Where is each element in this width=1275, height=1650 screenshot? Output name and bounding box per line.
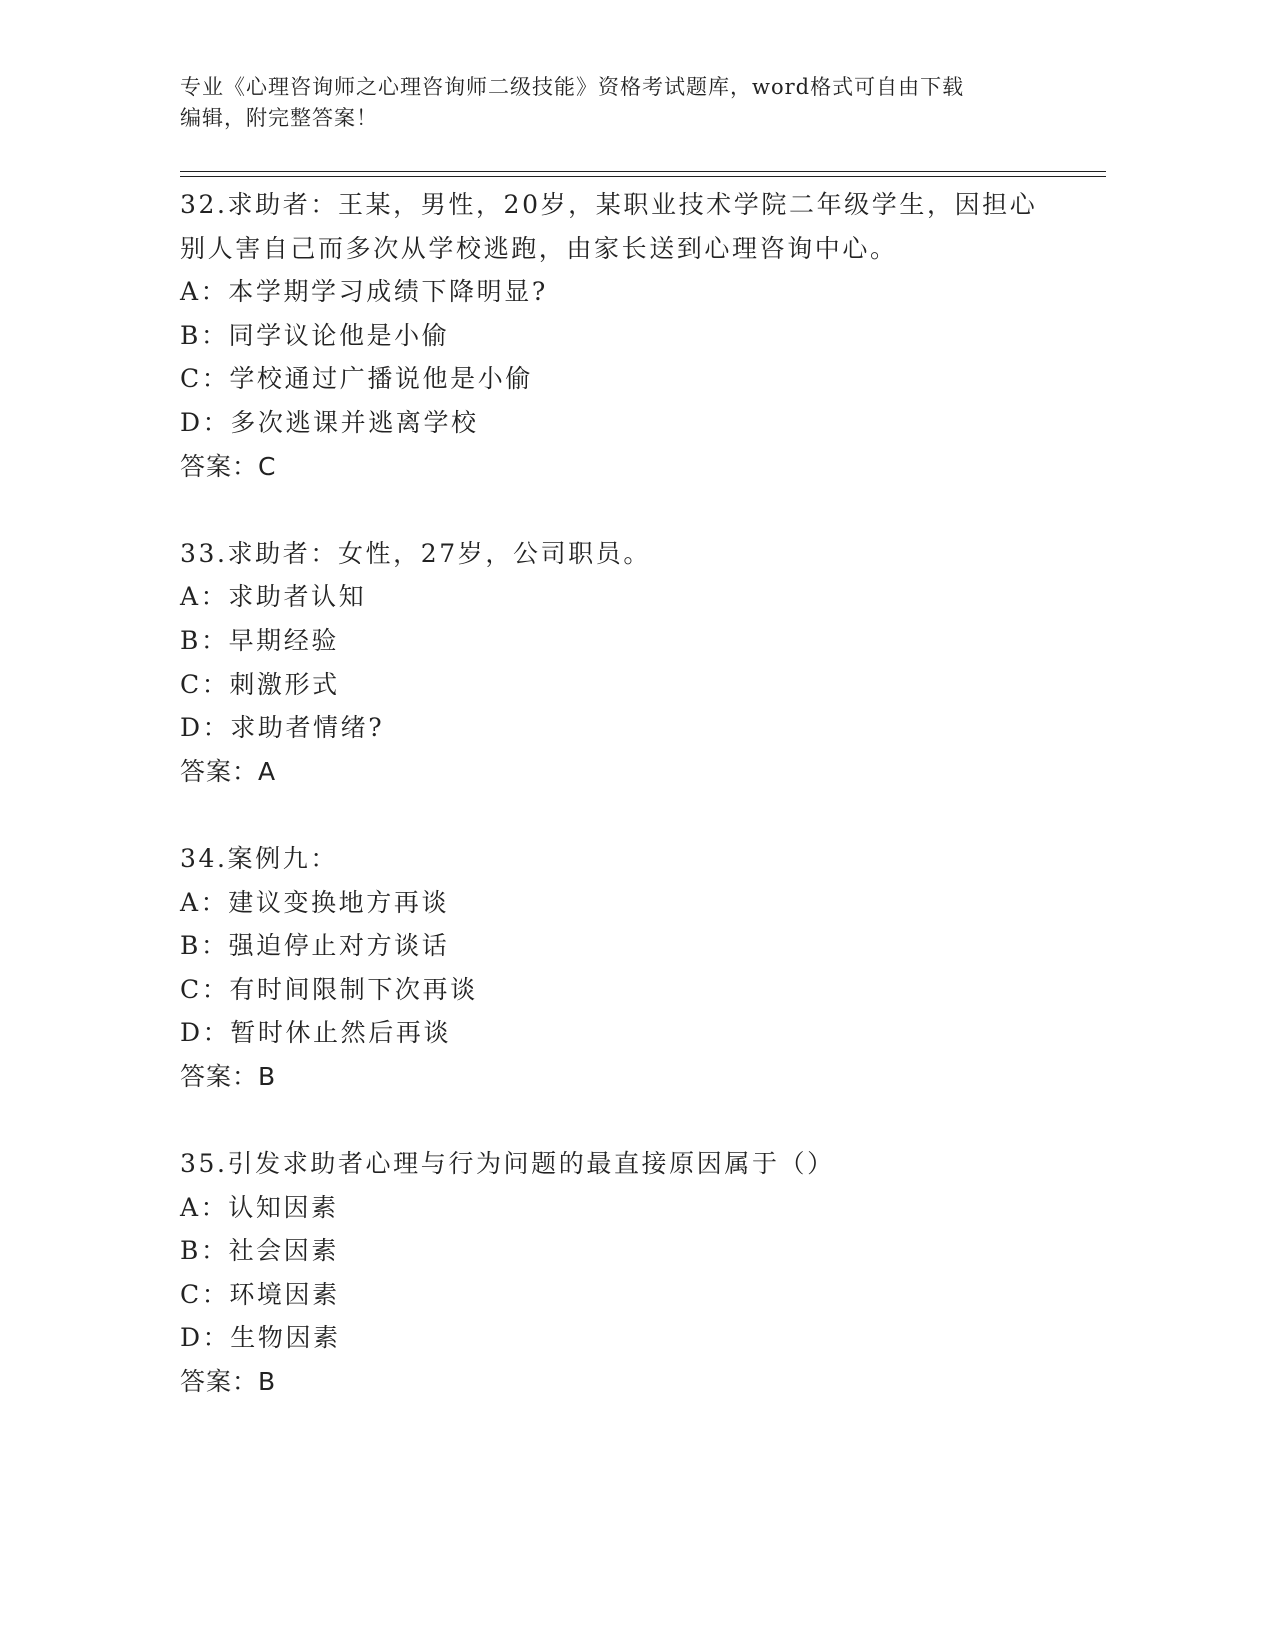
option-c: C：学校通过广播说他是小偷 <box>180 364 533 394</box>
option-a: A：建议变换地方再谈 <box>180 887 450 917</box>
question-32 <box>180 183 1080 488</box>
option-c: C：环境因素 <box>180 1279 340 1309</box>
option-b: B：强迫停止对方谈话 <box>180 931 450 961</box>
option-a: A：认知因素 <box>180 1192 339 1222</box>
header-line-2: 编辑，附完整答案！ <box>180 106 378 130</box>
question-35 <box>180 1142 1080 1404</box>
header-divider-bottom <box>180 176 1106 177</box>
answer-line: 答案：A <box>180 756 277 786</box>
option-d: D：生物因素 <box>180 1323 341 1353</box>
option-d: D：求助者情绪? <box>180 713 385 743</box>
answer-line: 答案：C <box>180 451 277 481</box>
document-header <box>180 72 1040 134</box>
option-b: B：同学议论他是小偷 <box>180 320 450 350</box>
answer-line: 答案：B <box>180 1367 277 1397</box>
question-stem-continued: 别人害自己而多次从学校逃跑，由家长送到心理咨询中心。 <box>180 233 898 263</box>
question-stem: 33.求助者：女性，27岁，公司职员。 <box>180 538 651 568</box>
question-33 <box>180 532 1080 794</box>
option-c: C：有时间限制下次再谈 <box>180 974 478 1004</box>
header-line-1: 专业《心理咨询师之心理咨询师二级技能》资格考试题库，word格式可自由下载 <box>180 75 965 99</box>
question-stem: 35.引发求助者心理与行为问题的最直接原因属于（） <box>180 1149 835 1179</box>
option-a: A：求助者认知 <box>180 582 367 612</box>
option-b: B：早期经验 <box>180 625 339 655</box>
option-a: A：本学期学习成绩下降明显? <box>180 277 548 307</box>
header-divider-top <box>180 171 1106 172</box>
question-list <box>180 183 1080 1404</box>
option-b: B：社会因素 <box>180 1236 339 1266</box>
option-d: D：暂时休止然后再谈 <box>180 1018 452 1048</box>
option-c: C：刺激形式 <box>180 669 340 699</box>
question-stem: 34.案例九： <box>180 843 338 873</box>
question-34 <box>180 837 1080 1099</box>
option-d: D：多次逃课并逃离学校 <box>180 407 479 437</box>
question-stem: 32.求助者：王某，男性，20岁，某职业技术学院二年级学生，因担心 <box>180 190 1038 219</box>
answer-line: 答案：B <box>180 1061 277 1091</box>
